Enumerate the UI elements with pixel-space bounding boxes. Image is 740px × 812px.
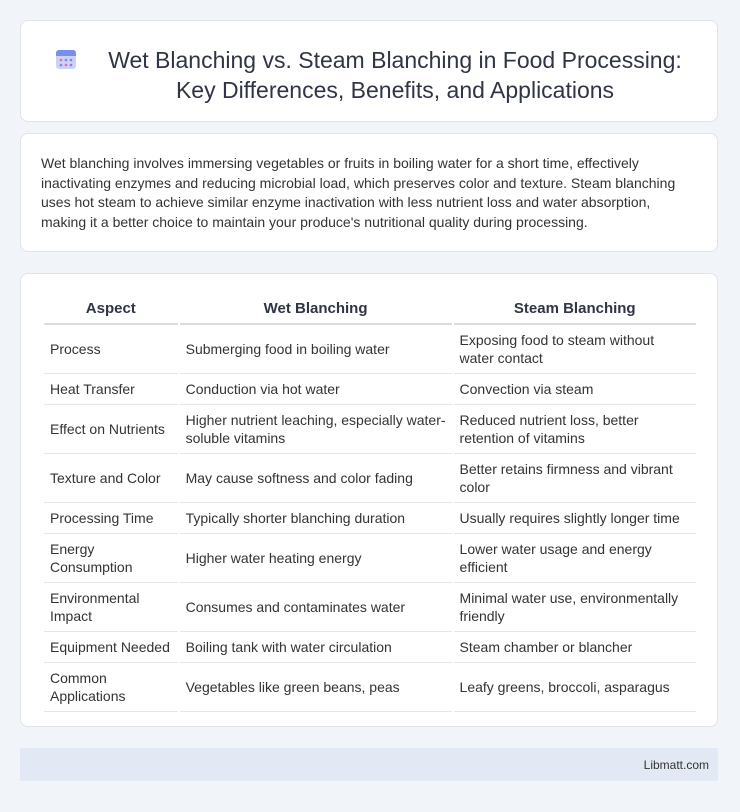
wet-blanching-cell: Vegetables like green beans, peas bbox=[180, 663, 452, 712]
intro-paragraph: Wet blanching involves immersing vegetables or fruits in boiling water for a short time, effectively inactivating enzymes and reducing microbial load, which preserves color and texture. Steam blanching uses hot steam to achieve similar enzyme inactivation with less nutrient loss and water absorption, making it a better choice to maintain your produce's nutritional quality during processing. bbox=[41, 155, 676, 230]
aspect-cell: Texture and Color bbox=[44, 454, 178, 503]
table-row bbox=[44, 534, 696, 583]
steam-blanching-cell: Reduced nutrient loss, better retention of vitamins bbox=[454, 405, 696, 454]
steam-blanching-cell: Convection via steam bbox=[454, 374, 696, 405]
steam-blanching-cell: Lower water usage and energy efficient bbox=[454, 534, 696, 583]
aspect-cell: Energy Consumption bbox=[44, 534, 178, 583]
steam-blanching-cell: Usually requires slightly longer time bbox=[454, 503, 696, 534]
steam-blanching-cell: Steam chamber or blancher bbox=[454, 632, 696, 663]
intro-card bbox=[20, 133, 718, 252]
column-header-wet-blanching: Wet Blanching bbox=[180, 293, 452, 325]
table-row bbox=[44, 583, 696, 632]
steam-blanching-cell: Leafy greens, broccoli, asparagus bbox=[454, 663, 696, 712]
aspect-cell: Processing Time bbox=[44, 503, 178, 534]
wet-blanching-cell: Submerging food in boiling water bbox=[180, 325, 452, 374]
table-row bbox=[44, 405, 696, 454]
comparison-table-card bbox=[20, 273, 718, 727]
column-header-steam-blanching: Steam Blanching bbox=[454, 293, 696, 325]
steam-blanching-cell: Better retains firmness and vibrant color bbox=[454, 454, 696, 503]
wet-blanching-cell: Higher water heating energy bbox=[180, 534, 452, 583]
calendar-grid-icon bbox=[54, 47, 78, 71]
wet-blanching-cell: Consumes and contaminates water bbox=[180, 583, 452, 632]
wet-blanching-cell: Conduction via hot water bbox=[180, 374, 452, 405]
table-row bbox=[44, 325, 696, 374]
table-row bbox=[44, 663, 696, 712]
aspect-cell: Heat Transfer bbox=[44, 374, 178, 405]
aspect-cell: Equipment Needed bbox=[44, 632, 178, 663]
aspect-cell: Common Applications bbox=[44, 663, 178, 712]
steam-blanching-cell: Exposing food to steam without water contact bbox=[454, 325, 696, 374]
title-card bbox=[20, 20, 718, 122]
footer-bar bbox=[20, 748, 718, 781]
footer-source-link[interactable]: Libmatt.com bbox=[643, 758, 709, 772]
comparison-table bbox=[42, 293, 698, 712]
aspect-cell: Effect on Nutrients bbox=[44, 405, 178, 454]
table-row bbox=[44, 374, 696, 405]
aspect-cell: Process bbox=[44, 325, 178, 374]
wet-blanching-cell: Typically shorter blanching duration bbox=[180, 503, 452, 534]
table-row bbox=[44, 454, 696, 503]
table-row bbox=[44, 503, 696, 534]
wet-blanching-cell: May cause softness and color fading bbox=[180, 454, 452, 503]
column-header-aspect: Aspect bbox=[44, 293, 178, 325]
wet-blanching-cell: Boiling tank with water circulation bbox=[180, 632, 452, 663]
aspect-cell: Environmental Impact bbox=[44, 583, 178, 632]
page-title: Wet Blanching vs. Steam Blanching in Food Processing: Key Differences, Benefits, and Applications bbox=[108, 47, 682, 103]
steam-blanching-cell: Minimal water use, environmentally friendly bbox=[454, 583, 696, 632]
table-row bbox=[44, 632, 696, 663]
wet-blanching-cell: Higher nutrient leaching, especially water-soluble vitamins bbox=[180, 405, 452, 454]
table-header-row bbox=[44, 293, 696, 325]
